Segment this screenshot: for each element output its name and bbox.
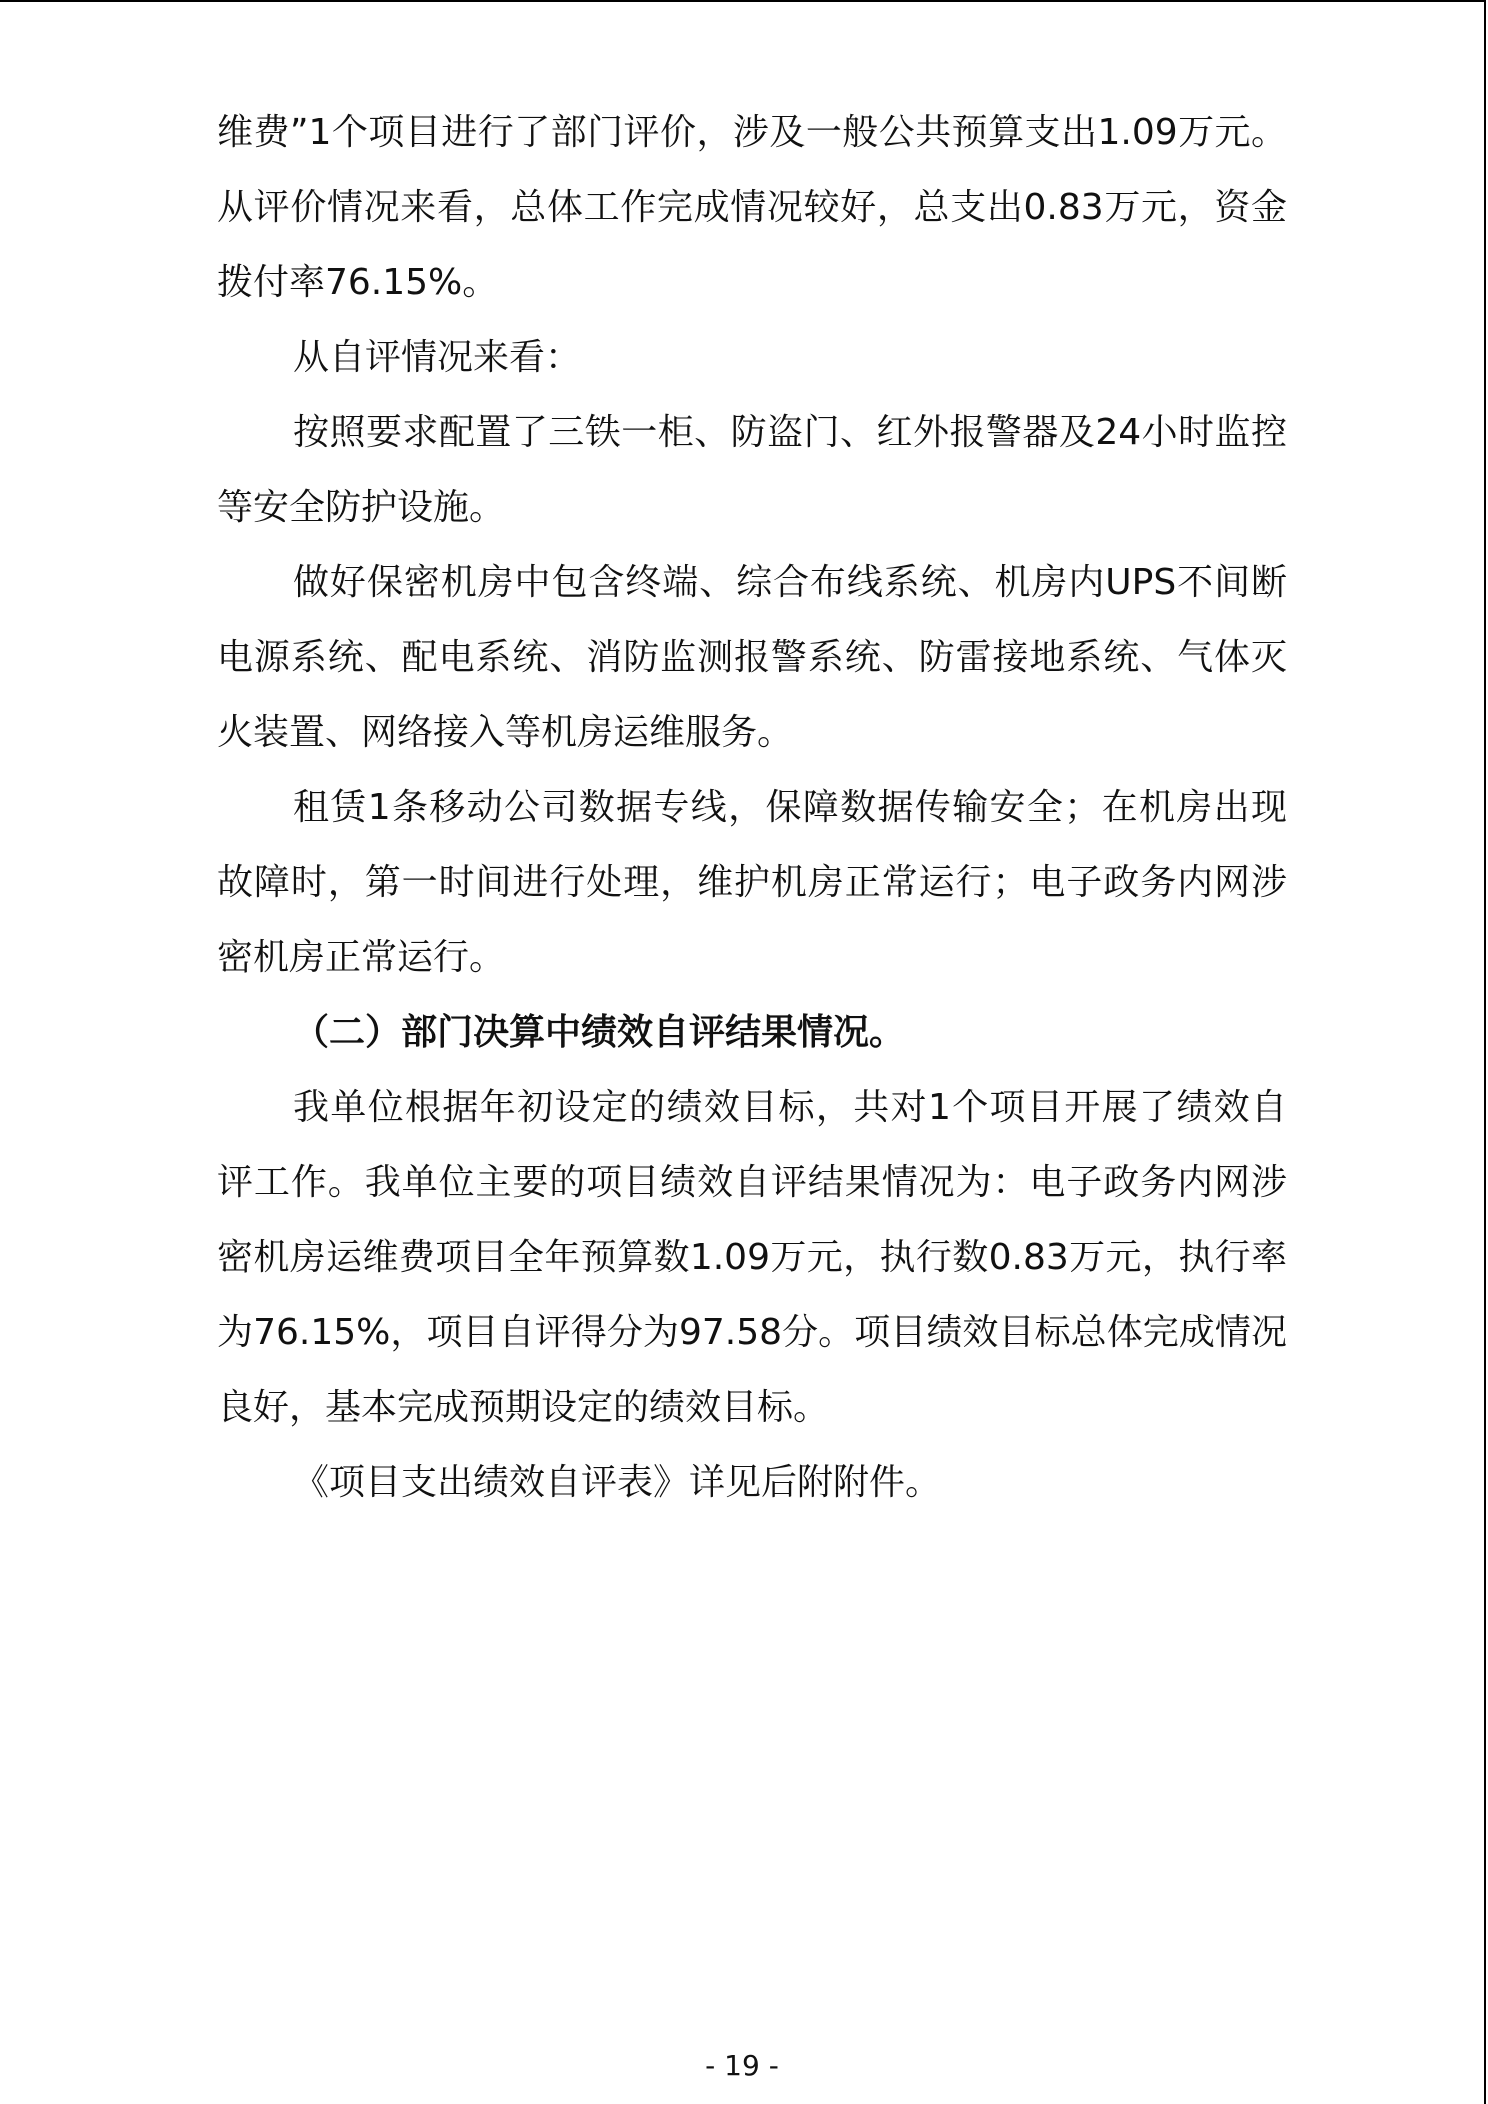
page-number: - 19 -: [705, 2049, 779, 2082]
paragraph-security-facilities: 按照要求配置了三铁一柜、防盗门、红外报警器及24小时监控等安全防护设施。: [217, 412, 1287, 528]
paragraph-attachment-note: 《项目支出绩效自评表》详见后附附件。: [293, 1462, 942, 1503]
paragraph-continuation: 维费”1个项目进行了部门评价，涉及一般公共预算支出1.09万元。从评价情况来看，总体工作完成情况较好，总支出0.83万元，资金拨付率76.15%。: [217, 112, 1287, 303]
paragraph-data-line: 租赁1条移动公司数据专线，保障数据传输安全；在机房出现故障时，第一时间进行处理，维护机房正常运行；电子政务内网涉密机房正常运行。: [217, 787, 1287, 978]
section-heading: （二）部门决算中绩效自评结果情况。: [293, 1012, 906, 1053]
paragraph-evaluation-results: 我单位根据年初设定的绩效目标，共对1个项目开展了绩效自评工作。我单位主要的项目绩效自评结果情况为：电子政务内网涉密机房运维费项目全年预算数1.09万元，执行数0.83万元，执行率为76.15%，项目自评得分为97.58分。项目绩效目标总体完成情况良好，基本完成预期设定的绩效目标。: [217, 1087, 1287, 1428]
paragraph-self-evaluation-intro: 从自评情况来看：: [293, 337, 582, 378]
paragraph-machine-room-services: 做好保密机房中包含终端、综合布线系统、机房内UPS不间断电源系统、配电系统、消防监测报警系统、防雷接地系统、气体灭火装置、网络接入等机房运维服务。: [217, 562, 1287, 753]
page-body: [217, 95, 1287, 1520]
